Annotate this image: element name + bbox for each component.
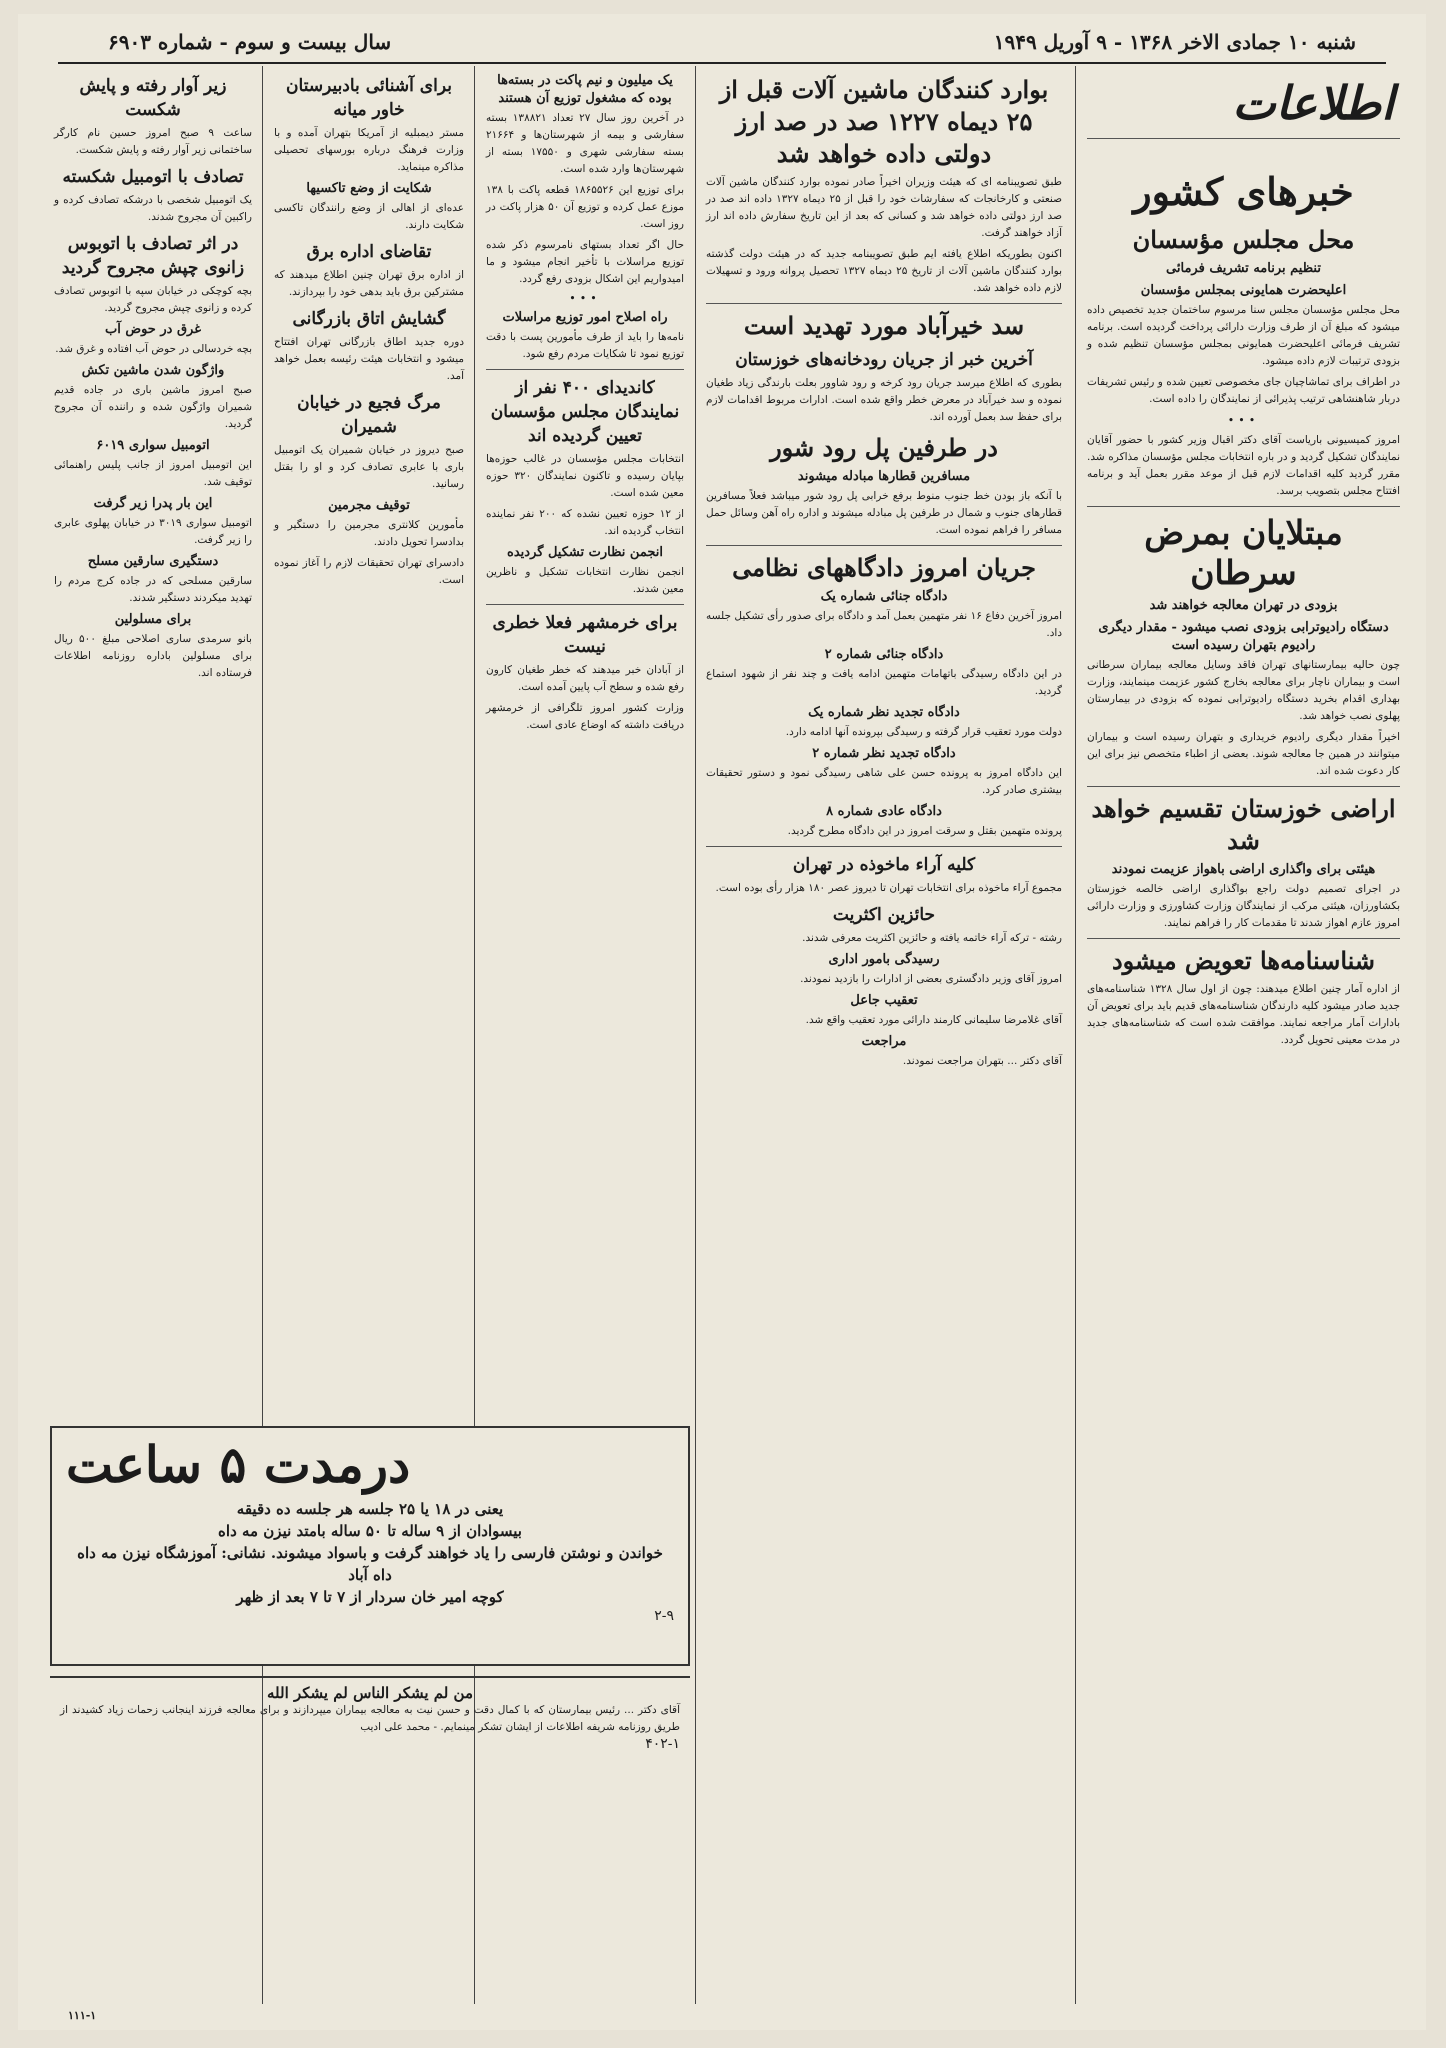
- divider: [1087, 506, 1400, 507]
- headline: یک میلیون و نیم پاکت در بسته‌ها بوده که مشغول توزیع آن هستند: [497, 73, 673, 106]
- subheadline: دادگاه جنائی شماره ۲: [824, 647, 944, 662]
- paragraph: صبح دیروز در خیابان شمیران یک اتومبیل باری با عابری تصادف کرد و او را بقتل رسانید.: [274, 444, 464, 490]
- headline: انجمن نظارت تشکیل گردیده: [507, 545, 663, 560]
- separator: •••: [569, 292, 601, 305]
- subheadline: بزودی در تهران معالجه خواهند شد: [1149, 598, 1338, 613]
- paragraph: اکنون بطوریکه اطلاع یافته ایم طبق تصویبنامه جدید که در هیئت دولت گذشته بوارد کنندگان ماشین آلات از تاریخ ۲۵ دیماه ۱۳۲۷ تحصیل پروانه ورود و تسهیلات لازم داده خواهد شد.: [706, 248, 1063, 294]
- notice-body: آقای دکتر ... رئیس بیمارستان که با کمال دقت و حسن نیت به معالجه بیماران میپردازند و برای معالجه فرزند اینجانب زحمات زیاد کشیدند از طریق روزنامه شریفه اطلاعات از ایشان تشکر مینمایم. - محمد علی ادیب: [60, 1704, 680, 1733]
- headline: کاندیدای ۴۰۰ نفر از نمایندگان مجلس مؤسسان تعیین گردیده اند: [490, 378, 680, 446]
- paragraph: امروز آخرین دفاع ۱۶ نفر متهمین بعمل آمد و دادگاه برای صدور رأی تشکیل جلسه داد.: [706, 610, 1062, 639]
- article-body: [1087, 302, 1400, 500]
- subheadline: تنظیم برنامه تشریف فرمائی: [1166, 261, 1321, 276]
- masthead-logo: اطلاعات: [1232, 76, 1394, 130]
- article-body: [486, 329, 684, 363]
- paragraph: بانو سرمدی ساری اصلاحی مبلغ ۵۰۰ ریال برای مسلولین باداره روزنامه اطلاعات فرستاده اند.: [54, 633, 252, 679]
- section-title: خبرهای کشور: [1133, 169, 1354, 214]
- paragraph: مأمورین کلانتری مجرمین را دستگیر و بدادسرا تحویل دادند.: [274, 519, 464, 548]
- divider: [706, 303, 1062, 304]
- headline: محل مجلس مؤسسان: [1132, 225, 1355, 254]
- article-body: [706, 823, 1062, 840]
- headline: مبتلایان بمرض سرطان: [1144, 513, 1343, 592]
- paragraph: اخیراً مقدار دیگری رادیوم خریداری و بتهران رسیده است و بیماران میتوانند در همین جا معالجه شوند. بعضی از اطباء متخصص نیز برای این کار دعوت شده اند.: [1087, 731, 1400, 777]
- column-4: [268, 68, 470, 1390]
- article-body: [706, 971, 1062, 988]
- paragraph: یک اتومبیل شخصی با درشکه تصادف کرده و راکبین آن مجروح شدند.: [54, 194, 252, 223]
- subheadline: دستگاه رادیوترابی بزودی نصب میشود - مقدار دیگری رادیوم بتهران رسیده است: [1098, 620, 1389, 653]
- newspaper-page: [18, 14, 1426, 2030]
- literacy-ad: [50, 1426, 690, 1666]
- paragraph: این اتومبیل امروز از جانب پلیس راهنمائی توقیف شد.: [54, 459, 252, 488]
- dateline-bar: [18, 24, 1426, 60]
- paragraph: بچه خردسالی در حوض آب افتاده و غرق شد.: [55, 343, 252, 355]
- article-body: [486, 110, 684, 288]
- article-body: [54, 515, 252, 549]
- article-body: [706, 174, 1062, 297]
- headline: تصادف با اتومبیل شکسته: [62, 167, 244, 187]
- article-body: [706, 765, 1062, 799]
- headline: تعقیب جاعل: [850, 993, 918, 1008]
- paragraph: در این دادگاه رسیدگی باتهامات متهمین ادامه یافت و چند نفر از شهود استماع گردید.: [706, 668, 1062, 697]
- article-body: [274, 517, 464, 589]
- column-divider: [1075, 66, 1076, 2004]
- headline: گشایش اتاق بازرگانی: [292, 309, 446, 329]
- headline: اتومبیل سواری ۶۰۱۹: [96, 438, 210, 453]
- article-body: [706, 1012, 1062, 1029]
- headline: برای خرمشهر فعلا خطری نیست: [492, 613, 678, 657]
- column-divider: [695, 66, 696, 2004]
- headline: راه اصلاح امور توزیع مراسلات: [502, 310, 668, 325]
- paragraph: انجمن نظارت انتخابات تشکیل و ناظرین معین شدند.: [486, 566, 684, 595]
- article-body: [54, 283, 252, 317]
- article-body: [1087, 657, 1400, 780]
- article-body: [274, 442, 464, 493]
- headline: اراضی خوزستان تقسیم خواهد شد: [1091, 794, 1396, 855]
- article-body: [706, 880, 1062, 897]
- thank-you-notice: [50, 1676, 690, 1826]
- separator: •••: [1227, 414, 1260, 427]
- paragraph: وزارت کشور امروز تلگرافی از خرمشهر دریافت داشته که اوضاع عادی است.: [486, 702, 684, 731]
- headline: دستگیری سارقین مسلح: [87, 554, 219, 569]
- article-body: [706, 375, 1062, 426]
- headline: مراجعت: [861, 1034, 907, 1049]
- issue-date: شنبه ۱۰ جمادی الاخر ۱۳۶۸ - ۹ آوریل ۱۹۴۹: [993, 30, 1356, 54]
- divider: [486, 369, 684, 370]
- paragraph: حال اگر تعداد بستهای نامرسوم ذکر شده توزیع مراسلات با تأخیر انجام میشود و ما امیدواریم این اشکال بزودی رفع گردد.: [486, 239, 684, 285]
- notice-code: ۴۰۲-۱: [645, 1736, 680, 1752]
- paragraph: طبق تصویبنامه ای که هیئت وزیران اخیراً صادر نموده بوارد کنندگان ماشین آلات صنعتی و کارخانجات که سفارشات خود را قبل از ۲۵ دیماه ۱۳۲۷ داده اند صد در صد ارز دولتی داده خواهد شد و کسانی که بعد از این تاریخ سفارش داده اند ارز آزاد خواهند گرفت.: [706, 176, 1062, 239]
- headline: مرگ فجیع در خیابان شمیران: [297, 393, 441, 437]
- subheadline: آخرین خبر از جریان رودخانه‌های خوزستان: [735, 350, 1033, 370]
- divider: [1087, 938, 1400, 939]
- paragraph: آقای دکتر ... بتهران مراجعت نمودند.: [902, 1055, 1062, 1067]
- column-5: [48, 68, 258, 1390]
- paragraph: سارقین مسلحی که در جاده کرج مردم را تهدید میکردند دستگیر شدند.: [54, 575, 252, 604]
- ad-code: ۲-۹: [654, 1608, 674, 1624]
- article-body: [274, 125, 464, 176]
- article-body: [274, 200, 464, 234]
- paragraph: دولت مورد تعقیب قرار گرفته و رسیدگی بپرونده آنها ادامه دارد.: [785, 726, 1062, 738]
- ad-line: خواندن و نوشتن فارسی را یاد خواهند گرفت و باسواد میشوند. نشانی: آموزشگاه نیزن مه داه داه آباد: [77, 1544, 663, 1584]
- paragraph: دادسرای تهران تحقیقات لازم را آغاز نموده است.: [274, 557, 464, 586]
- column-2: [700, 68, 1068, 2004]
- article-body: [54, 192, 252, 226]
- headline: برای مسلولین: [114, 612, 192, 627]
- headline: در اثر تصادف با اتوبوس زانوی چپش مجروح گردید: [61, 234, 245, 278]
- headline: رسیدگی بامور اداری: [828, 952, 940, 967]
- article-body: [706, 724, 1062, 741]
- subheadline: دادگاه جنائی شماره یک: [820, 589, 948, 604]
- paragraph: محل مجلس مؤسسان مجلس سنا مرسوم ساختمان جدید تخصیص داده میشود که مبلغ آن از طرف وزارت دارائی پرداخت گردیده است. برنامه تشریف فرمائی اعلیحضرت همایونی بمجلس مؤسسان تنظیم شده و بزودی ترتیبات لازم داده میشود.: [1087, 304, 1400, 367]
- article-body: [706, 1053, 1062, 1070]
- article-body: [486, 662, 684, 734]
- headline: توقیف مجرمین: [328, 498, 410, 513]
- article-body: [54, 341, 252, 358]
- headline: کلیه آراء ماخوذه در تهران: [792, 855, 976, 875]
- paragraph: امروز آقای وزیر دادگستری بعضی از ادارات را بازدید نمودند.: [800, 973, 1062, 985]
- paragraph: صبح امروز ماشین باری در جاده قدیم شمیران واژگون شده و راننده آن مجروح گردید.: [54, 384, 252, 430]
- headline: سد خیرآباد مورد تهدید است: [743, 311, 1025, 340]
- article-body: [706, 608, 1062, 642]
- article-body: [1087, 881, 1400, 932]
- paragraph: از ۱۲ حوزه تعیین نشده که ۲۰۰ نفر نماینده انتخاب گردیده اند.: [486, 508, 685, 537]
- paragraph: مجموع آراء ماخوذه برای انتخابات تهران تا دیروز عصر ۱۸۰ هزار رأی بوده است.: [715, 882, 1062, 894]
- divider: [486, 604, 684, 605]
- headline: شناسنامه‌ها تعویض میشود: [1111, 946, 1376, 975]
- headline: زیر آوار رفته و پایش شکست: [79, 76, 227, 120]
- subheadline: هیئتی برای واگذاری اراضی باهواز عزیمت نمودند: [1111, 862, 1376, 877]
- paragraph: آقای غلامرضا سلیمانی کارمند دارائی مورد تعقیب واقع شد.: [805, 1014, 1062, 1026]
- divider: [1087, 138, 1400, 139]
- ad-title: درمدت ۵ ساعت: [66, 1435, 411, 1494]
- headline: این بار پدرا زیر گرفت: [93, 496, 213, 511]
- paragraph: پرونده متهمین بقتل و سرقت امروز در این دادگاه مطرح گردید.: [787, 825, 1062, 837]
- volume-issue: سال بیست و سوم - شماره ۶۹۰۳: [108, 30, 392, 54]
- paragraph: برای توزیع این ۱۸۶۵۵۲۶ قطعه پاکت با ۱۳۸ موزع عمل کرده و توزیع آن ۵۰ هزار پاکت در روز است.: [486, 184, 685, 230]
- article-body: [274, 334, 464, 385]
- paragraph: از اداره آمار چنین اطلاع میدهند: چون از اول سال ۱۳۲۸ شناسنامه‌های جدید صادر میشود کلیه دارندگان شناسنامه‌های قدیم باید برای تعویض آن بادارات آمار مراجعه نمایند. موافقت شده است که شناسنامه‌های جدید در مدت معینی تحویل گردد.: [1087, 983, 1400, 1046]
- subheadline: دادگاه تجدید نظر شماره یک: [808, 705, 960, 720]
- paragraph: با آنکه باز بودن خط جنوب منوط برفع خرابی پل رود شور میباشد فعلاً مسافرین قطارهای جنوب و شمال در طرفین پل مبادله میشوند و اداره راه آهن وسائل حمل مسافر را فراهم نموده است.: [706, 490, 1062, 536]
- headline: جریان امروز دادگاههای نظامی: [732, 553, 1036, 582]
- paragraph: عده‌ای از اهالی از وضع رانندگان تاکسی شکایت دارند.: [274, 202, 464, 231]
- headline: بوارد کنندگان ماشین آلات قبل از ۲۵ دیماه ۱۲۲۷ صد در صد ارز دولتی داده خواهد شد: [719, 75, 1049, 168]
- paragraph: بچه کوچکی در خیابان سپه با اتوبوس تصادف کرده و زانوی چپش مجروح گردید.: [54, 285, 252, 314]
- paragraph: از اداره برق تهران چنین اطلاع میدهند که مشترکین برق باید بدهی خود را بپردازند.: [274, 269, 464, 298]
- paragraph: اتومبیل سواری ۳۰۱۹ در خیابان پهلوی عابری را زیر گرفت.: [54, 517, 252, 546]
- subheadline: دادگاه عادی شماره ۸: [826, 804, 942, 819]
- paragraph: دوره جدید اطاق بازرگانی تهران افتتاح میشود و انتخابات هیئت رئیسه بعمل خواهد آمد.: [274, 336, 464, 382]
- headline: شکایت از وضع تاکسیها: [306, 181, 432, 196]
- column-3: [480, 68, 690, 1390]
- paragraph: چون حالیه بیمارستانهای تهران فاقد وسایل معالجه بیماران سرطانی است و بیماران ناچار برای معالجه بخارج کشور عزیمت مینمایند، وزارت بهداری اقدام بخرید دستگاه رادیوترابی نموده که بزودی در بیمارستان پهلوی نصب خواهد شد.: [1087, 659, 1400, 722]
- article-body: [486, 451, 684, 540]
- paragraph: از آبادان خبر میدهند که خطر طغیان کارون رفع شده و سطح آب پایین آمده است.: [486, 664, 684, 693]
- ad-body: [66, 1498, 674, 1608]
- headline: تقاضای اداره برق: [306, 242, 432, 262]
- divider: [706, 846, 1062, 847]
- article-body: [54, 573, 252, 607]
- article-body: [54, 382, 252, 433]
- paragraph: نامه‌ها را باید از طرف مأمورین پست با دقت توزیع نمود تا شکایات مردم رفع شود.: [486, 331, 684, 360]
- ad-line: یعنی در ۱۸ یا ۲۵ جلسه هر جلسه ده دقیقه: [236, 1500, 504, 1518]
- paragraph: مستر دیمبلیه از آمریکا بتهران آمده و با وزارت فرهنگ درباره بورسهای تحصیلی مذاکره مینماید.: [274, 127, 464, 173]
- headline: در طرفین پل رود شور: [770, 433, 998, 462]
- article-body: [54, 457, 252, 491]
- article-body: [706, 488, 1062, 539]
- subheadline: دادگاه تجدید نظر شماره ۲: [812, 746, 956, 761]
- divider: [706, 545, 1062, 546]
- headline: حائزین اکثریت: [832, 905, 936, 925]
- paragraph: در آخرین روز سال ۲۷ تعداد ۱۳۸۸۲۱ بسته سفارشی و بیمه از شهرستان‌ها و ۲۱۶۶۴ بسته سفارشی شهری و ۱۷۵۵۰ بسته از شهرستان‌ها وارد شده است.: [486, 112, 684, 175]
- paragraph: بطوری که اطلاع میرسد جریان رود کرخه و رود شاوور بعلت بارندگی زیاد طغیان نموده و سد خیرآباد در معرض خطر واقع شده است. ادارات مربوط اقدامات لازم برای حفظ سد بعمل آورده اند.: [706, 377, 1062, 423]
- article-body: [706, 666, 1062, 700]
- paragraph: انتخابات مجلس مؤسسان در غالب حوزه‌ها بپایان رسیده و تاکنون نمایندگان ۳۲۰ حوزه معین شده است.: [486, 453, 684, 499]
- header-rule: [58, 62, 1386, 64]
- article-body: [706, 930, 1062, 947]
- paragraph: ساعت ۹ صبح امروز حسین نام کارگر ساختمانی زیر آوار رفته و پایش شکست.: [54, 127, 252, 156]
- subheadline: اعلیحضرت همایونی بمجلس مؤسسان: [1140, 283, 1347, 298]
- ad-line: بیسوادان از ۹ ساله تا ۵۰ ساله بامتد نیزن مه داه: [218, 1522, 522, 1540]
- paragraph: در اطراف برای تماشاچیان جای مخصوصی تعیین شده و رئیس تشریفات دربار شاهنشاهی ترتیب پذیرائی از نمایندگان را داده است.: [1087, 376, 1400, 405]
- divider: [1087, 786, 1400, 787]
- article-body: [1087, 981, 1400, 1049]
- article-body: [54, 631, 252, 682]
- headline: واژگون شدن ماشین تکش: [81, 363, 225, 378]
- paragraph: در اجرای تصمیم دولت راجع بواگذاری اراضی خالصه خوزستان بکشاورزان، هیئتی مرکب از نمایندگان وزارت کشاورزی و وزارت دارائی امروز عازم اهواز شدند تا مقدمات کار را فراهم نمایند.: [1087, 883, 1400, 929]
- notice-title: من لم یشکر الناس لم یشکر الله: [266, 1684, 473, 1702]
- footer-code: ۱۱۱-۱: [68, 2009, 97, 2022]
- ad-line: کوچه امیر خان سردار از ۷ تا ۷ بعد از ظهر: [236, 1588, 504, 1606]
- subheadline: مسافرین قطارها مبادله میشوند: [797, 469, 971, 484]
- headline: برای آشنائی بادبیرستان خاور میانه: [286, 76, 452, 120]
- paragraph: این دادگاه امروز به پرونده حسن علی شاهی رسیدگی نمود و دستور تحقیقات بیشتری صادر کرد.: [706, 767, 1062, 796]
- article-body: [486, 564, 684, 598]
- paragraph: رشته - ترکه آراء خاتمه یافته و حائزین اکثریت معرفی شدند.: [802, 932, 1062, 944]
- column-1: [1081, 68, 1406, 2004]
- paragraph: امروز کمیسیونی باریاست آقای دکتر اقبال وزیر کشور با حضور آقایان نمایندگان تشکیل گردید و در باره انتخابات مجلس مؤسسان مذاکره شد. مقرر گردید کلیه اقدامات لازم قبل از موعد مقرر بعمل آید و برنامه افتتاح مجلس بتصویب برسد.: [1087, 434, 1400, 497]
- article-body: [274, 267, 464, 301]
- headline: غرق در حوض آب: [104, 322, 202, 337]
- article-body: [54, 125, 252, 159]
